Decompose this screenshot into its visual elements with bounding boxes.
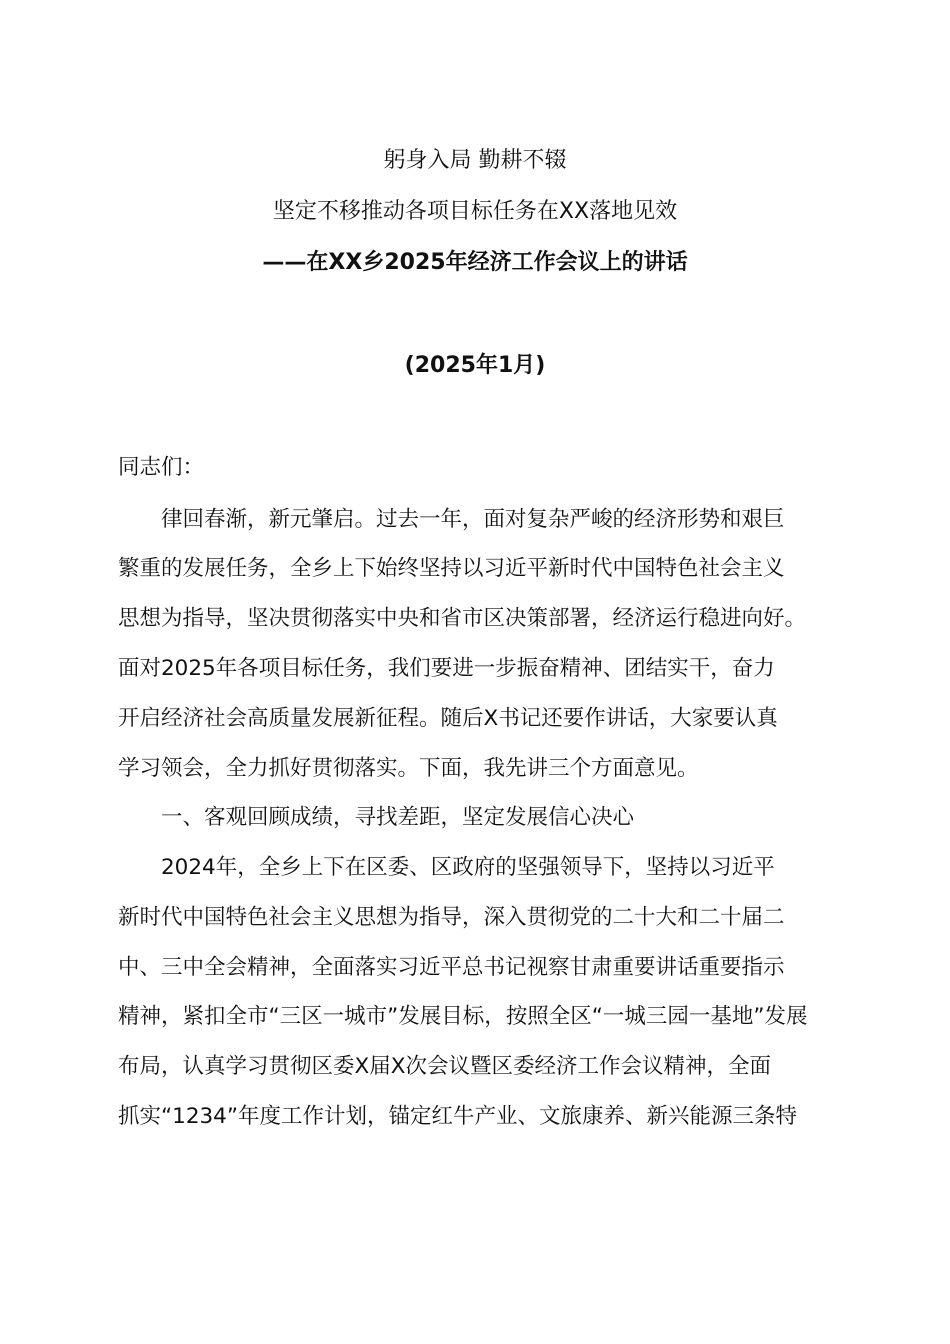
paragraph-line: 抓实“1234”年度工作计划，锚定红牛产业、文旅康养、新兴能源三条特 [118,1104,797,1129]
paragraph-line: 律回春渐，新元肇启。过去一年，面对复杂严峻的经济形势和艰巨 [118,507,785,532]
paragraph-line: 中、三中全会精神，全面落实习近平总书记视察甘肃重要讲话重要指示 [118,955,785,980]
paragraph-line: 2024年，全乡上下在区委、区政府的坚强领导下，坚持以习近平 [118,855,775,880]
paragraph-line: 新时代中国特色社会主义思想为指导，深入贯彻党的二十大和二十届二 [118,905,785,930]
greeting-line: 同志们： [118,455,205,480]
section-heading: 一、客观回顾成绩，寻找差距，坚定发展信心决心 [118,805,635,830]
paragraph-line: 开启经济社会高质量发展新征程。随后X书记还要作讲话，大家要认真 [118,706,778,731]
paragraph-line: 精神，紧扣全市“三区一城市”发展目标，按照全区“一城三园一基地”发展 [118,1004,808,1029]
subtitle-speech: ——在XX乡2025年经济工作会议上的讲话 [262,250,688,275]
paragraph-line: 学习领会，全力抓好贯彻落实。下面，我先讲三个方面意见。 [118,756,699,781]
date-line: (2025年1月) [404,353,546,378]
paragraph-line: 布局，认真学习贯彻区委X届X次会议暨区委经济工作会议精神，全面 [118,1054,771,1079]
paragraph-line: 思想为指导，坚决贯彻落实中央和省市区决策部署，经济运行稳进向好。 [118,606,807,631]
paragraph-line: 面对2025年各项目标任务，我们要进一步振奋精神、团结实干，奋力 [118,656,775,681]
paragraph-line: 繁重的发展任务，全乡上下始终坚持以习近平新时代中国特色社会主义 [118,556,785,581]
title-line-1: 躬身入局 勤耕不辍 [383,148,567,173]
title-line-2: 坚定不移推动各项目标任务在XX落地见效 [272,199,678,224]
